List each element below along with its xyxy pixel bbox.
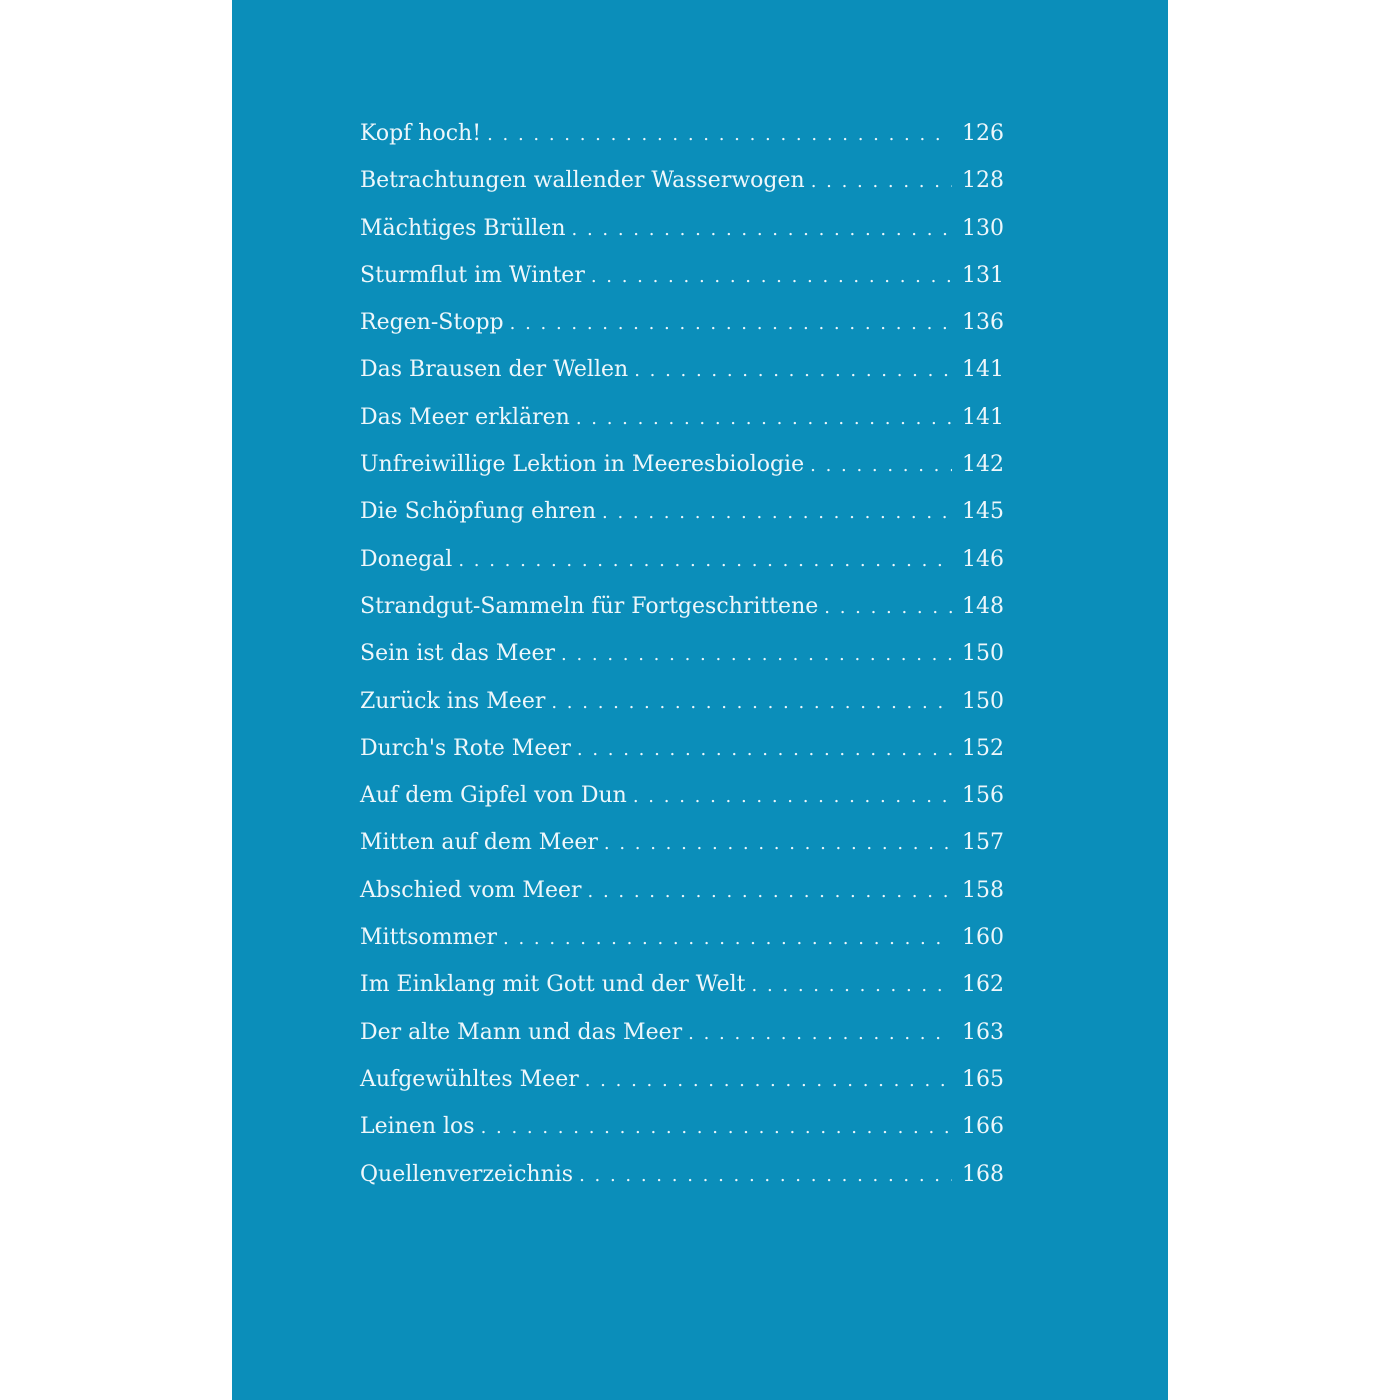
dot-leader	[591, 253, 952, 300]
dot-leader	[604, 820, 952, 867]
dot-leader	[551, 679, 952, 726]
toc-entry	[360, 299, 1004, 346]
toc-entry-title: Im Einklang mit Gott und der Welt	[360, 972, 746, 998]
toc-entry-title: Auf dem Gipfel von Dun	[360, 783, 627, 809]
toc-entry	[360, 488, 1004, 535]
toc-entry-title: Der alte Mann und das Meer	[360, 1019, 683, 1045]
toc-entry-title: Regen-Stopp	[360, 310, 504, 336]
toc-entry-page: 166	[962, 1114, 1004, 1140]
dot-leader	[585, 1057, 952, 1104]
dot-leader	[811, 158, 952, 205]
toc-entry	[360, 867, 1004, 914]
toc-entry-title: Abschied vom Meer	[360, 877, 582, 903]
book-page	[232, 0, 1168, 1400]
toc-entry-page: 131	[962, 262, 1004, 288]
dot-leader	[634, 347, 952, 394]
toc-entry-page: 150	[962, 641, 1004, 667]
dot-leader	[572, 206, 952, 253]
toc-entry	[360, 583, 1004, 630]
toc-entry	[360, 205, 1004, 252]
toc-entry	[360, 157, 1004, 204]
toc-entry-title: Durch's Rote Meer	[360, 735, 571, 761]
toc-entry	[360, 630, 1004, 677]
toc-entry	[360, 678, 1004, 725]
toc-entry-page: 145	[962, 499, 1004, 525]
toc-entry-page: 160	[962, 925, 1004, 951]
toc-entry-page: 163	[962, 1019, 1004, 1045]
toc-entry-page: 148	[962, 593, 1004, 619]
toc-entry-title: Mitten auf dem Meer	[360, 830, 598, 856]
toc-entry-page: 126	[962, 121, 1004, 146]
toc-entry-title: Leinen los	[360, 1114, 475, 1140]
toc-entry	[360, 252, 1004, 299]
toc-entry-title: Die Schöpfung ehren	[360, 499, 597, 525]
dot-leader	[510, 300, 952, 347]
toc-entry-page: 162	[962, 972, 1004, 998]
toc-entry	[360, 819, 1004, 866]
dot-leader	[810, 442, 952, 489]
toc-entry	[360, 1151, 1004, 1198]
dot-leader	[577, 726, 952, 773]
toc-entry	[360, 394, 1004, 441]
toc-entry-page: 165	[962, 1066, 1004, 1092]
toc-entry	[360, 1009, 1004, 1056]
toc-entry-page: 142	[962, 452, 1004, 478]
dot-leader	[588, 868, 953, 915]
toc-entry	[360, 725, 1004, 772]
dot-leader	[579, 1152, 952, 1199]
toc-entry-title: Unfreiwillige Lektion in Meeresbiologie	[360, 452, 805, 478]
toc-entry-title: Sein ist das Meer	[360, 641, 556, 667]
toc-entry	[360, 1056, 1004, 1103]
dot-leader	[576, 395, 952, 442]
toc-entry-title: Zurück ins Meer	[360, 688, 546, 714]
dot-leader	[458, 537, 952, 584]
toc-entry-page: 136	[962, 310, 1004, 336]
toc-entry-page: 146	[962, 546, 1004, 572]
toc-entry-title: Kopf hoch!	[360, 121, 482, 146]
dot-leader	[602, 489, 952, 536]
toc-entry-page: 150	[962, 688, 1004, 714]
toc-entry	[360, 346, 1004, 393]
dot-leader	[633, 773, 952, 820]
toc-entry	[360, 914, 1004, 961]
toc-entry-page: 168	[962, 1161, 1004, 1187]
toc-entry	[360, 110, 1004, 157]
dot-leader	[688, 1010, 952, 1057]
table-of-contents	[360, 110, 1004, 1198]
toc-entry-title: Betrachtungen wallender Wasserwogen	[360, 168, 805, 194]
toc-entry	[360, 536, 1004, 583]
toc-entry-page: 141	[962, 357, 1004, 383]
toc-entry	[360, 441, 1004, 488]
toc-entry-page: 141	[962, 404, 1004, 430]
dot-leader	[752, 962, 952, 1009]
toc-entry-title: Quellenverzeichnis	[360, 1161, 574, 1187]
toc-entry-title: Strandgut-Sammeln für Fortgeschrittene	[360, 593, 819, 619]
toc-entry	[360, 772, 1004, 819]
toc-entry-page: 158	[962, 877, 1004, 903]
toc-entry	[360, 1103, 1004, 1150]
dot-leader	[487, 111, 952, 158]
toc-entry-page: 130	[962, 215, 1004, 241]
dot-leader	[561, 631, 952, 678]
toc-entry-page: 156	[962, 783, 1004, 809]
toc-entry-title: Das Brausen der Wellen	[360, 357, 629, 383]
dot-leader	[503, 915, 952, 962]
toc-entry-title: Aufgewühltes Meer	[360, 1066, 579, 1092]
toc-entry-title: Mächtiges Brüllen	[360, 215, 566, 241]
dot-leader	[481, 1104, 952, 1151]
toc-entry-page: 152	[962, 735, 1004, 761]
toc-entry-title: Sturmflut im Winter	[360, 262, 585, 288]
dot-leader	[824, 584, 952, 631]
toc-entry-title: Mittsommer	[360, 925, 498, 951]
toc-entry-page: 157	[962, 830, 1004, 856]
toc-entry-title: Donegal	[360, 546, 453, 572]
toc-entry	[360, 961, 1004, 1008]
toc-entry-page: 128	[962, 168, 1004, 194]
toc-entry-title: Das Meer erklären	[360, 404, 570, 430]
